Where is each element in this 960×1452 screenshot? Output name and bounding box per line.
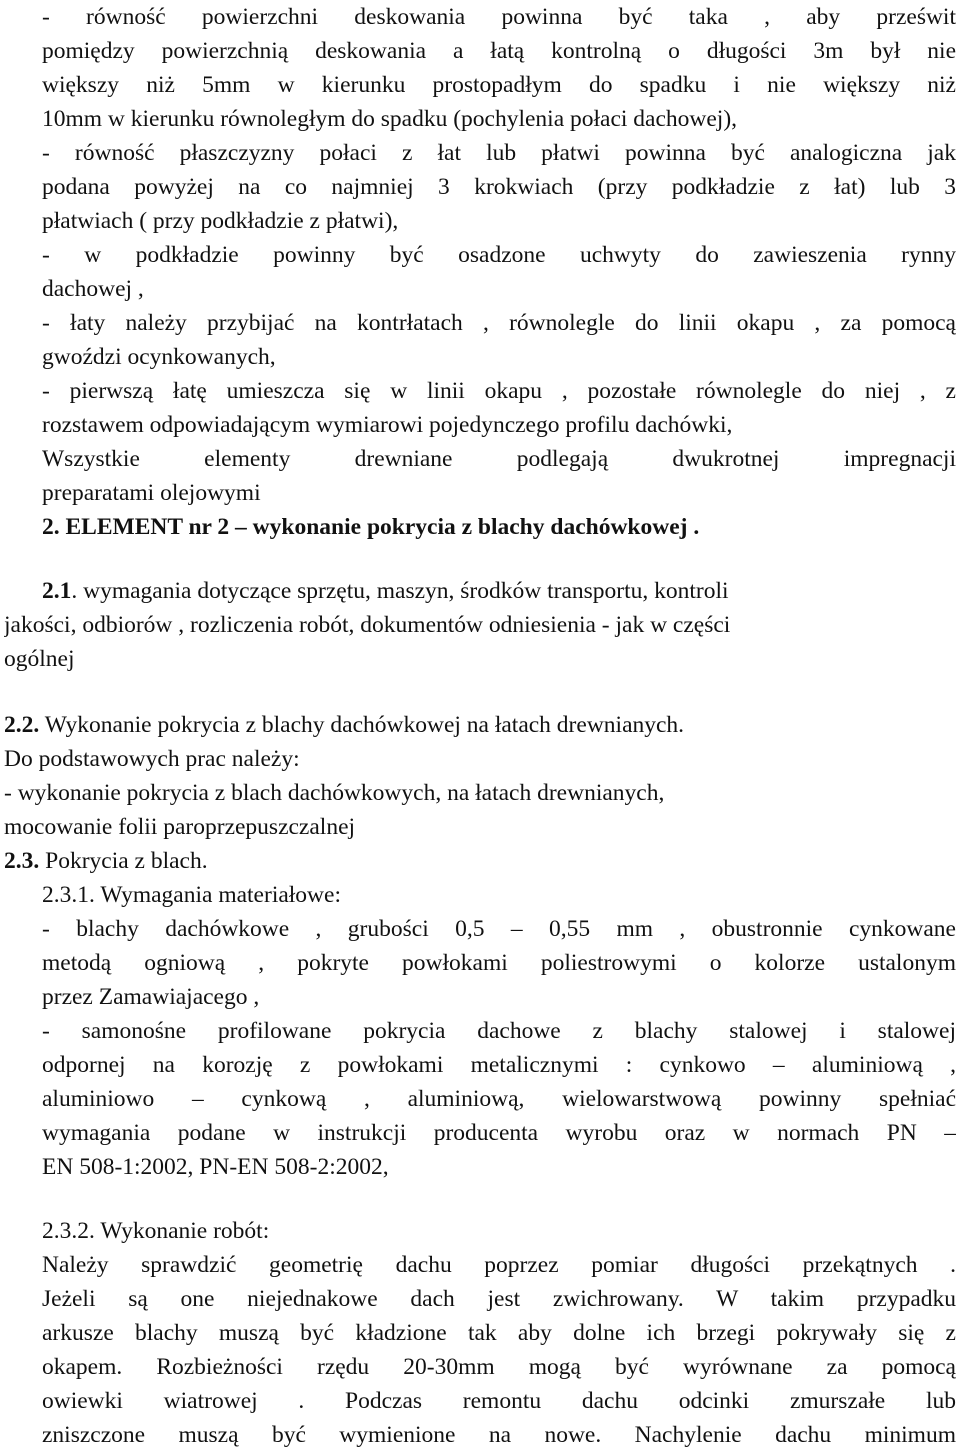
paragraph-line: - wykonanie pokrycia z blach dachówkowych, na łatach drewnianych, [4,780,665,806]
paragraph-line: Do podstawowych prac należy: [4,746,300,772]
paragraph-line: podana powyżej na co najmniej 3 krokwiach (przy podkładzie z łat) lub 3 [42,174,956,200]
paragraph-line: owiewki wiatrowej . Podczas remontu dachu odcinki zmurszałe lub [42,1388,956,1414]
paragraph-line: jakości, odbiorów , rozliczenia robót, dokumentów odniesienia - jak w części [4,612,731,638]
subsection-text: Pokrycia z blach. [39,848,208,874]
paragraph-line: - równość płaszczyzny połaci z łat lub płatwi powinna być analogiczna jak [42,140,956,166]
paragraph-line: 10mm w kierunku równoległym do spadku (pochylenia połaci dachowej), [42,106,738,132]
paragraph-line: wymagania podane w instrukcji producenta wyrobu oraz w normach PN – [42,1120,956,1146]
paragraph-line: Jeżeli są one niejednakowe dach jest zwichrowany. W takim przypadku [42,1286,956,1312]
subsection-number: 2.2. [4,712,40,738]
paragraph-line: okapem. Rozbieżności rzędu 20-30mm mogą być wyrównane za pomocą [42,1354,956,1380]
paragraph-line: zniszczone muszą być wymienione na nowe. Nachylenie dachu minimum [42,1422,956,1448]
paragraph-line: Wszystkie elementy drewniane podlegają dwukrotnej impregnacji [42,446,956,472]
paragraph-line: EN 508-1:2002, PN-EN 508-2:2002, [42,1154,389,1180]
subsection-heading: 2.3.1. Wymagania materiałowe: [42,882,341,908]
subsection-heading: 2.3.2. Wykonanie robót: [42,1218,270,1244]
paragraph-line: - równość powierzchni deskowania powinna być taka , aby prześwit [42,4,956,30]
section-heading: 2. ELEMENT nr 2 – wykonanie pokrycia z blachy dachówkowej . [42,514,700,540]
subsection-number: 2.3. [4,848,40,874]
paragraph-line: aluminiowo – cynkową , aluminiową, wielowarstwową powinny spełniać [42,1086,956,1112]
subsection-line [42,574,956,608]
subsection-line [4,844,956,878]
paragraph-line: płatwiach ( przy podkładzie z płatwi), [42,208,399,234]
paragraph-line: większy niż 5mm w kierunku prostopadłym do spadku i nie większy niż [42,72,956,98]
paragraph-line: rozstawem odpowiadającym wymiarowi pojedynczego profilu dachówki, [42,412,733,438]
paragraph-line: mocowanie folii paroprzepuszczalnej [4,814,356,840]
paragraph-line: - samonośne profilowane pokrycia dachowe z blachy stalowej i stalowej [42,1018,956,1044]
paragraph-line: ogólnej [4,646,75,672]
paragraph-line: - w podkładzie powinny być osadzone uchwyty do zawieszenia rynny [42,242,956,268]
subsection-text: Wykonanie pokrycia z blachy dachówkowej na łatach drewnianych. [39,712,685,738]
paragraph-line: - łaty należy przybijać na kontrłatach , równolegle do linii okapu , za pomocą [42,310,956,336]
subsection-number: 2.1 [42,578,72,604]
paragraph-line: - blachy dachówkowe , grubości 0,5 – 0,55 mm , obustronnie cynkowane [42,916,956,942]
paragraph-line: odpornej na korozję z powłokami metalicznymi : cynkowo – aluminiową , [42,1052,956,1078]
subsection-line [4,708,956,742]
paragraph-line: pomiędzy powierzchnią deskowania a łatą kontrolną o długości 3m był nie [42,38,956,64]
paragraph-line: arkusze blachy muszą być kładzione tak aby dolne ich brzegi pokrywały się z [42,1320,956,1346]
subsection-text: . wymagania dotyczące sprzętu, maszyn, środków transportu, kontroli [71,578,729,604]
paragraph-line: - pierwszą łatę umieszcza się w linii okapu , pozostałe równolegle do niej , z [42,378,956,404]
paragraph-line: preparatami olejowymi [42,480,261,506]
paragraph-line: dachowej , [42,276,144,302]
paragraph-line: metodą ogniową , pokryte powłokami poliestrowymi o kolorze ustalonym [42,950,956,976]
paragraph-line: przez Zamawiajacego , [42,984,260,1010]
paragraph-line: Należy sprawdzić geometrię dachu poprzez pomiar długości przekątnych . [42,1252,956,1278]
paragraph-line: gwoździ ocynkowanych, [42,344,276,370]
